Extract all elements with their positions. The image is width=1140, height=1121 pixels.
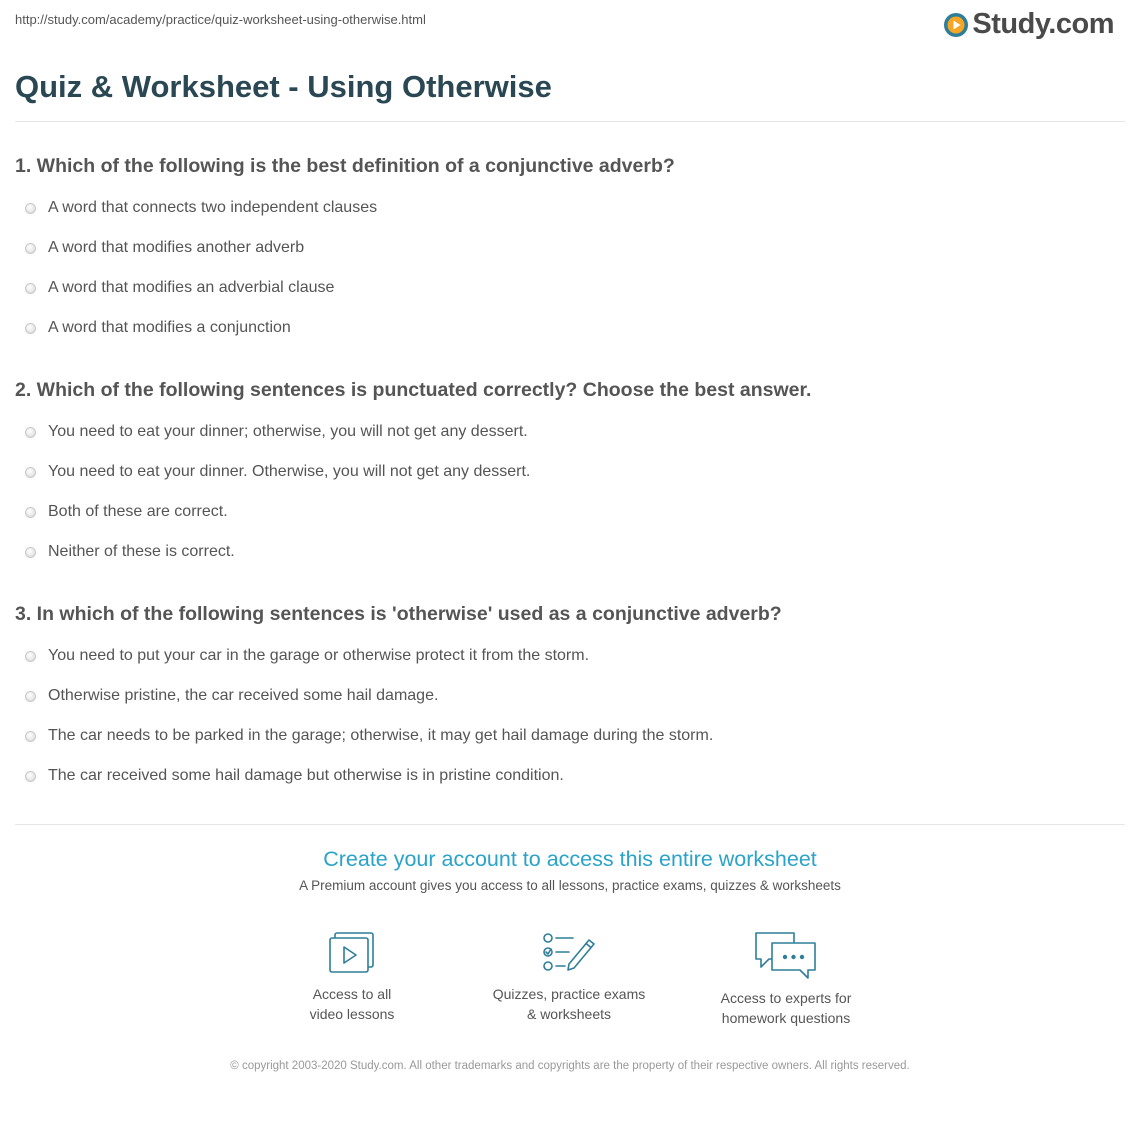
feature-label: Access to experts for homework questions [720,990,852,1026]
feature-label: Quizzes, practice exams & worksheets [492,986,646,1022]
radio-button-icon[interactable] [25,323,36,334]
title-divider [15,121,1125,122]
option-label: Neither of these is correct. [48,543,235,560]
radio-button-icon[interactable] [25,467,36,478]
radio-button-icon[interactable] [25,427,36,438]
question-1: 1. Which of the following is the best definition of a conjunctive adverb? [15,155,675,177]
question-2-option[interactable] [25,543,235,561]
copyright-notice: © copyright 2003-2020 Study.com. All other trademarks and copyrights are the property of their respective owners. All rights reserved. [230,1060,910,1072]
question-2-option[interactable] [25,503,228,521]
study-com-logo[interactable] [943,8,1114,41]
option-label: Both of these are correct. [48,503,228,520]
question-3-option[interactable] [25,727,713,745]
create-account-link[interactable]: Create your account to access this entire worksheet [323,847,817,871]
question-3: 3. In which of the following sentences is 'otherwise' used as a conjunctive adverb? [15,603,782,625]
question-2-option[interactable] [25,423,528,441]
radio-button-icon[interactable] [25,691,36,702]
page-title: Quiz & Worksheet - Using Otherwise [15,69,552,104]
chat-bubbles-icon [753,930,819,982]
option-label: You need to put your car in the garage or otherwise protect it from the storm. [48,647,590,664]
option-label: Otherwise pristine, the car received some hail damage. [48,687,439,704]
radio-button-icon[interactable] [25,243,36,254]
feature-quizzes [474,930,664,1024]
quiz-checklist-icon [541,930,597,978]
logo-text: Study.com [972,8,1114,40]
question-1-option[interactable] [25,279,334,297]
radio-button-icon[interactable] [25,651,36,662]
question-1-option[interactable] [25,199,377,217]
question-3-option[interactable] [25,687,438,705]
option-label: A word that modifies an adverbial clause [48,279,335,296]
option-label: A word that modifies a conjunction [48,319,291,336]
question-3-option[interactable] [25,647,589,665]
page-url: http://study.com/academy/practice/quiz-worksheet-using-otherwise.html [15,12,426,27]
radio-button-icon[interactable] [25,547,36,558]
play-logo-icon [943,12,969,38]
radio-button-icon[interactable] [25,283,36,294]
option-label: The car needs to be parked in the garage; otherwise, it may get hail damage during the storm. [48,727,714,744]
question-2: 2. Which of the following sentences is punctuated correctly? Choose the best answer. [15,379,812,401]
feature-label: Access to all video lessons [309,986,395,1022]
cta-subtitle: A Premium account gives you access to all lessons, practice exams, quizzes & worksheets [299,878,841,893]
radio-button-icon[interactable] [25,771,36,782]
radio-button-icon[interactable] [25,203,36,214]
radio-button-icon[interactable] [25,507,36,518]
question-3-option[interactable] [25,767,564,785]
option-label: You need to eat your dinner. Otherwise, you will not get any dessert. [48,463,531,480]
question-1-option[interactable] [25,239,304,257]
option-label: A word that modifies another adverb [48,239,305,256]
option-label: A word that connects two independent clauses [48,199,378,216]
video-play-icon [324,930,380,978]
question-1-option[interactable] [25,319,291,337]
option-label: You need to eat your dinner; otherwise, you will not get any dessert. [48,423,528,440]
radio-button-icon[interactable] [25,731,36,742]
feature-experts [691,930,881,1028]
option-label: The car received some hail damage but otherwise is in pristine condition. [48,767,564,784]
cta-divider [15,824,1125,825]
question-2-option[interactable] [25,463,530,481]
feature-video-lessons [257,930,447,1024]
